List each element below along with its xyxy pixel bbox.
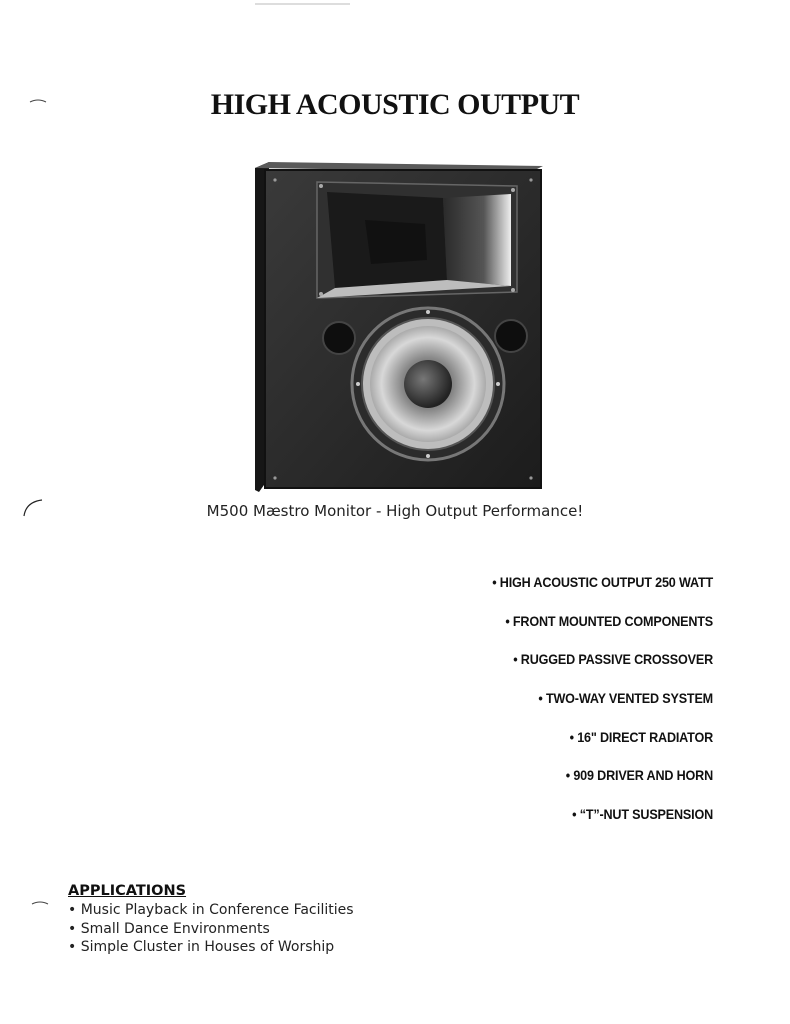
image-caption: M500 Mæstro Monitor - High Output Performance! bbox=[206, 502, 584, 520]
feature-item: • RUGGED PASSIVE CROSSOVER bbox=[443, 649, 713, 688]
application-item: • Simple Cluster in Houses of Worship bbox=[68, 938, 468, 957]
applications-section bbox=[68, 882, 468, 957]
feature-item: • 16" DIRECT RADIATOR bbox=[443, 727, 713, 766]
feature-item: • HIGH ACOUSTIC OUTPUT 250 WATT bbox=[443, 572, 713, 611]
applications-heading: APPLICATIONS bbox=[68, 883, 187, 899]
loudspeaker-cabinet-photo bbox=[255, 160, 545, 498]
feature-list bbox=[413, 572, 713, 843]
application-item: • Small Dance Environments bbox=[68, 920, 468, 939]
applications-list bbox=[68, 901, 468, 957]
page-title: HIGH ACOUSTIC OUTPUT bbox=[210, 88, 580, 121]
feature-item: • TWO-WAY VENTED SYSTEM bbox=[443, 688, 713, 727]
feature-item: • FRONT MOUNTED COMPONENTS bbox=[443, 611, 713, 650]
application-item: • Music Playback in Conference Facilities bbox=[68, 901, 468, 920]
scan-mark-top bbox=[255, 0, 355, 8]
feature-item: • 909 DRIVER AND HORN bbox=[443, 765, 713, 804]
scan-mark-left-3 bbox=[30, 898, 50, 908]
feature-item: • “T”-NUT SUSPENSION bbox=[443, 804, 713, 843]
